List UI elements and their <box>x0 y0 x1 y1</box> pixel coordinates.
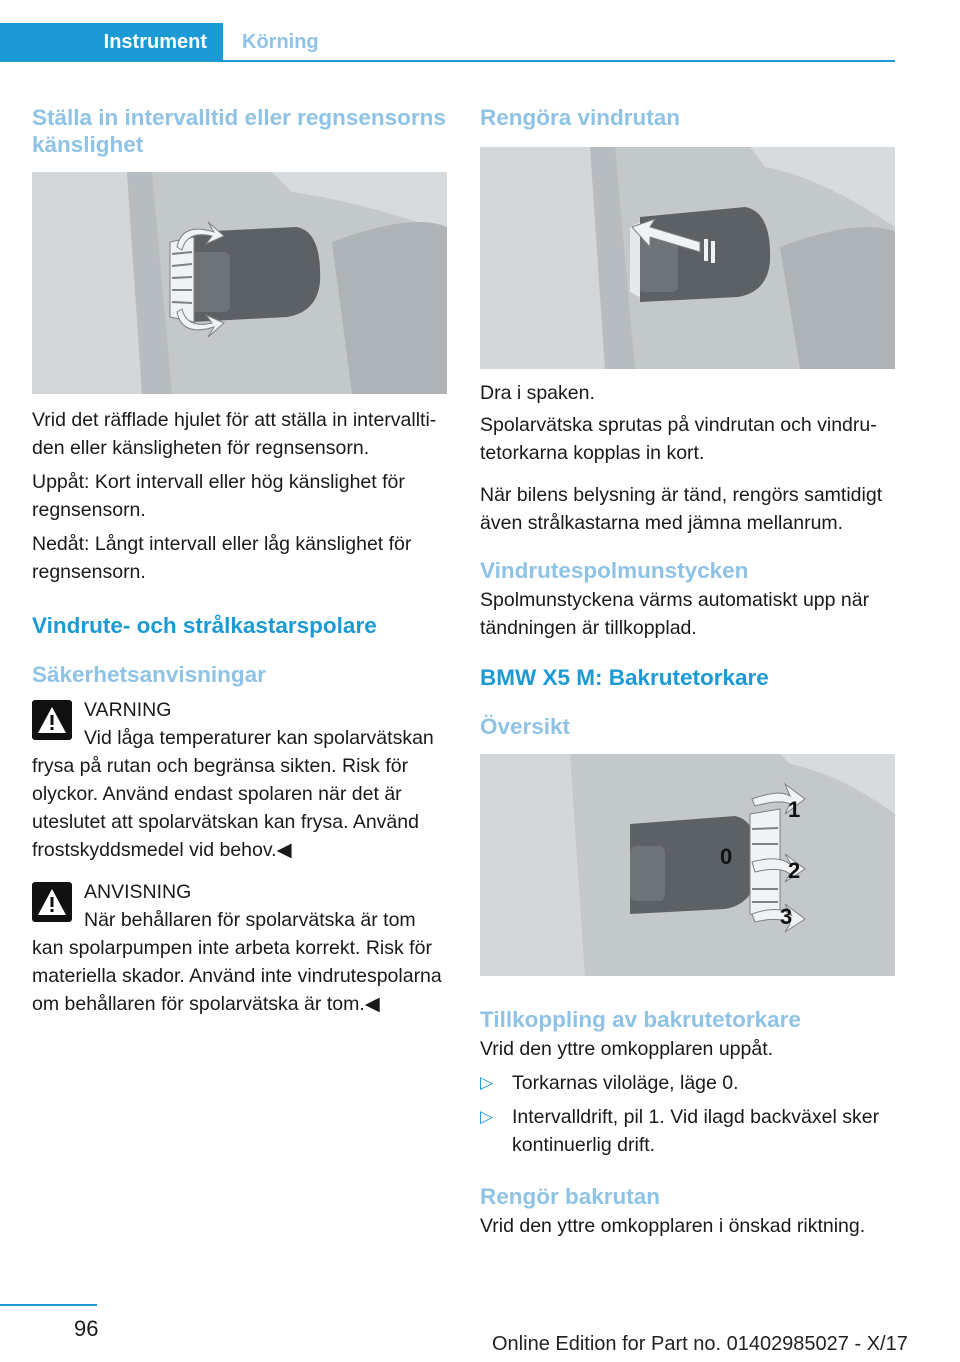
heading-rengor-bakrutan: Rengör bakrutan <box>480 1184 661 1209</box>
heading-spolare: Vindrute- och strålkastarspolare <box>32 613 377 638</box>
warning-anvisning <box>32 878 450 1018</box>
text-vrid-riktning: Vrid den yttre omkopplaren i önskad riktning. <box>480 1215 866 1237</box>
right-column <box>480 100 898 1240</box>
fig-label-2: 2 <box>788 858 801 883</box>
tab-korning[interactable] <box>242 23 319 62</box>
heading-intervall: Ställa in intervalltid eller regnsensorns känslighet <box>32 105 446 157</box>
fig-label-0: 0 <box>720 844 733 869</box>
warning-icon <box>32 882 72 922</box>
left-column <box>32 100 450 1018</box>
heading-munstycken: Vindrutespolmunstycken <box>480 558 749 583</box>
heading-tillkoppling: Tillkoppling av bakrutetorkare <box>480 1007 801 1032</box>
warning-varning-text-a: Vid låga temperaturer kan spolarvätskan <box>84 727 434 749</box>
text-vrid-uppat: Vrid den yttre omkopplaren uppåt. <box>480 1038 774 1060</box>
warning-anvisning-text-b: kan spolarpumpen inte arbeta korrekt. Risk för materiella skador. Använd inte vindrutespolarna om behållaren för spolarvätska är tom.◀ <box>32 937 442 1015</box>
warning-varning <box>32 696 450 864</box>
text-dra: Dra i spaken. <box>480 382 595 404</box>
list-item-text: Intervalldrift, pil 1. Vid ilagd backväxel sker kontinuerlig drift. <box>512 1106 880 1156</box>
text-munstycken: Spolmunstyckena värms automatiskt upp när tändningen är tillkopplad. <box>480 589 870 639</box>
warning-anvisning-title: ANVISNING <box>84 881 192 903</box>
warning-varning-text-b: frysa på rutan och begränsa sikten. Risk för olyckor. Använd endast spolaren när det är uteslutet att spolarvätskan kan frysa. Använd frostskyddsmedel vid behov.◀ <box>32 755 419 861</box>
list-item <box>480 1103 898 1159</box>
list-item-text: Torkarnas viloläge, läge 0. <box>512 1072 739 1094</box>
text-uppat: Uppåt: Kort intervall eller hög känslighet för regnsensorn. <box>32 471 405 521</box>
text-vrid-hjul: Vrid det räfflade hjulet för att ställa in intervalltiden eller känsligheten för regnsensorn. <box>32 409 437 459</box>
bullet-list <box>480 1069 898 1159</box>
figure-wheel-lever <box>32 172 447 394</box>
page-number-rule <box>0 1304 97 1306</box>
warning-icon <box>32 700 72 740</box>
text-spolarvatska: Spolarvätska sprutas på vindrutan och vindrutetorkarna kopplas in kort. <box>480 414 877 464</box>
warning-varning-title: VARNING <box>84 699 172 721</box>
heading-rengora: Rengöra vindrutan <box>480 105 681 130</box>
heading-sakerhet: Säkerhetsanvisningar <box>32 662 266 687</box>
fig-label-3: 3 <box>780 904 793 929</box>
fig-label-1: 1 <box>788 797 801 822</box>
text-belysning: När bilens belysning är tänd, rengörs samtidigt även strålkastarna med jämna mellanrum. <box>480 484 883 534</box>
list-item <box>480 1069 898 1097</box>
tab-korning-label: Körning <box>242 31 319 53</box>
header-rule <box>0 60 895 62</box>
footer-edition: Online Edition for Part no. 01402985027 - X/17 <box>492 1333 908 1355</box>
page-number: 96 <box>74 1316 99 1341</box>
tab-instrument[interactable] <box>0 23 223 62</box>
heading-oversikt: Översikt <box>480 714 571 739</box>
text-nedat: Nedåt: Långt intervall eller låg känslighet för regnsensorn. <box>32 533 412 583</box>
warning-anvisning-text-a: När behållaren för spolarvätska är tom <box>84 909 416 931</box>
figure-pull-lever <box>480 147 895 369</box>
bullet-triangle-icon: ▷ <box>480 1107 494 1126</box>
heading-bmw-x5m: BMW X5 M: Bakrutetorkare <box>480 665 769 690</box>
figure-rear-wiper <box>480 754 895 976</box>
bullet-triangle-icon: ▷ <box>480 1073 494 1092</box>
tab-instrument-label: Instrument <box>103 31 207 53</box>
